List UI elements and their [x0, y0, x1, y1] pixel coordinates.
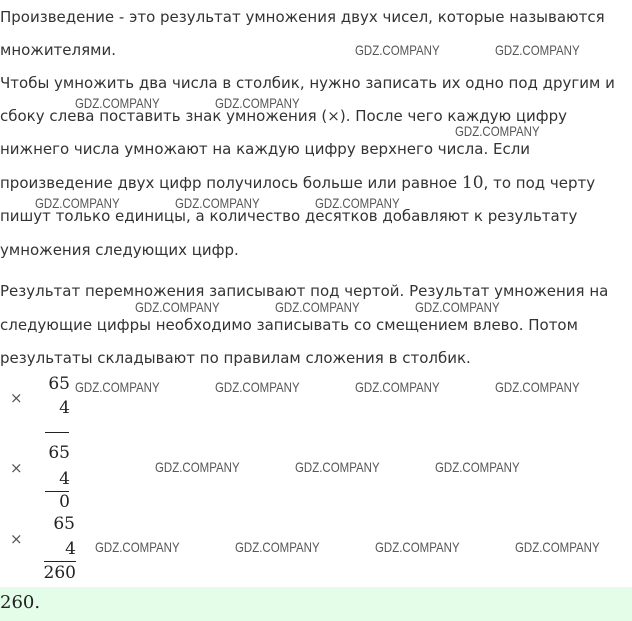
step-1-rule: [45, 432, 69, 433]
watermark: GDZ.COMPANY: [235, 539, 320, 555]
watermark: GDZ.COMPANY: [355, 379, 440, 395]
number-ten: 10: [461, 173, 484, 193]
step-1-bottom-number: 4: [59, 398, 70, 418]
paragraph-2-line-2-start: сбоку слева поставить знак умножения (: [0, 107, 328, 125]
watermark: GDZ.COMPANY: [375, 539, 460, 555]
step-2-top-number: 65: [48, 443, 70, 463]
paragraph-2-line-5: пишут только единицы, а количество десятков добавляют к результату: [0, 207, 578, 225]
step-3-multiply-sign: ×: [10, 530, 23, 548]
paragraph-2-line-4: [0, 174, 595, 192]
step-3-rule: [44, 561, 76, 562]
watermark: GDZ.COMPANY: [415, 299, 500, 315]
paragraph-3-line-1: Результат перемножения записывают под чертой. Результат умножения на: [0, 282, 609, 300]
watermark: GDZ.COMPANY: [215, 379, 300, 395]
watermark: GDZ.COMPANY: [135, 299, 220, 315]
step-3-result: 260: [43, 563, 76, 583]
watermark: GDZ.COMPANY: [95, 539, 180, 555]
step-3-top-number: 65: [53, 514, 75, 534]
watermark: GDZ.COMPANY: [495, 42, 580, 58]
paragraph-2-line-2-end: ). После чего каждую цифру: [339, 107, 568, 125]
watermark: GDZ.COMPANY: [75, 95, 160, 111]
watermark: GDZ.COMPANY: [215, 95, 300, 111]
step-1-multiply-sign: ×: [10, 389, 23, 407]
paragraph-2-line-4-start: произведение двух цифр получилось больше или равное: [0, 174, 462, 192]
paragraph-1-line-2: множителями.: [0, 41, 116, 59]
watermark: GDZ.COMPANY: [435, 459, 520, 475]
watermark: GDZ.COMPANY: [355, 42, 440, 58]
paragraph-3-line-2: следующие цифры необходимо записывать со смещением влево. Потом: [0, 316, 578, 334]
paragraph-2-line-6: умножения следующих цифр.: [0, 241, 239, 259]
step-2-result: 0: [59, 492, 70, 512]
watermark: GDZ.COMPANY: [295, 459, 380, 475]
step-3-bottom-number: 4: [65, 539, 76, 559]
watermark: GDZ.COMPANY: [275, 299, 360, 315]
paragraph-3-line-3: результаты складывают по правилам сложения в столбик.: [0, 349, 471, 367]
step-1-top-number: 65: [48, 374, 70, 394]
watermark: GDZ.COMPANY: [455, 123, 540, 139]
watermark: GDZ.COMPANY: [515, 539, 600, 555]
watermark: GDZ.COMPANY: [315, 195, 400, 211]
watermark: GDZ.COMPANY: [155, 459, 240, 475]
watermark: GDZ.COMPANY: [175, 195, 260, 211]
step-2-multiply-sign: ×: [10, 459, 23, 477]
step-2-bottom-number: 4: [59, 469, 70, 489]
paragraph-2-line-3: нижнего числа умножают на каждую цифру верхнего числа. Если: [0, 140, 531, 158]
watermark: GDZ.COMPANY: [75, 379, 160, 395]
multiplication-sign-inline: ×: [327, 107, 340, 125]
paragraph-2-line-4-end: , то под черту: [483, 174, 596, 192]
paragraph-1-line-1: Произведение - это результат умножения двух чисел, которые называются: [0, 8, 605, 26]
paragraph-2-line-1: Чтобы умножить два числа в столбик, нужно записать их одно под другим и: [0, 74, 615, 92]
watermark: GDZ.COMPANY: [495, 379, 580, 395]
watermark: GDZ.COMPANY: [35, 195, 120, 211]
answer-value: 260.: [0, 592, 41, 613]
answer-panel: [0, 587, 632, 621]
